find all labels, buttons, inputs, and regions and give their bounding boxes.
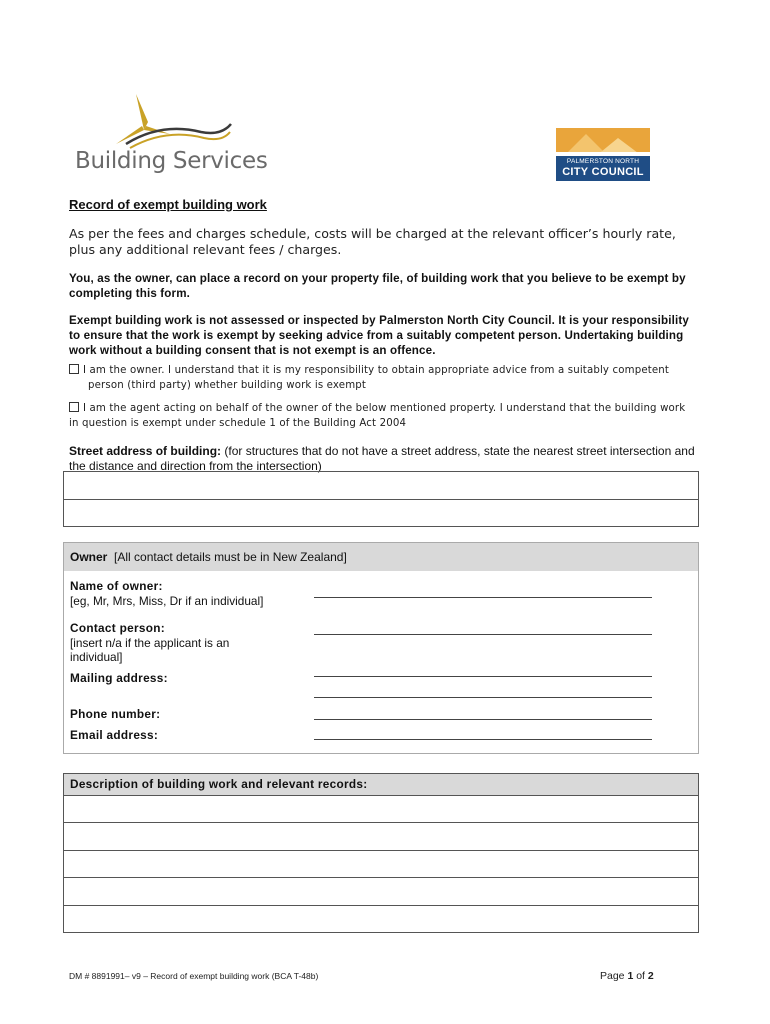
contact-label: Contact person: xyxy=(70,621,165,635)
description-section xyxy=(63,773,699,933)
form-title: Record of exempt building work xyxy=(69,197,267,212)
contact-label-group xyxy=(70,621,229,665)
street-label: Street address of building: xyxy=(69,444,222,458)
owner-name-field[interactable] xyxy=(314,597,652,598)
email-label-group xyxy=(70,728,158,743)
agent-checkbox[interactable] xyxy=(69,402,79,412)
street-address-field[interactable] xyxy=(63,471,699,527)
mailing-label: Mailing address: xyxy=(70,671,168,685)
street-address-divider xyxy=(64,499,698,500)
org-name: Building Services xyxy=(75,148,268,174)
owner-name-label: Name of owner: xyxy=(70,579,163,593)
page-total: 2 xyxy=(647,970,654,982)
phone-field[interactable] xyxy=(314,719,652,720)
phone-label-group xyxy=(70,707,160,722)
agent-checkbox-label-cont: in question is exempt under schedule 1 of the Building Act 2004 xyxy=(69,418,407,429)
owner-checkbox[interactable] xyxy=(69,364,79,374)
page-current: 1 xyxy=(627,970,634,982)
council-skyline-icon xyxy=(556,128,650,156)
phone-label: Phone number: xyxy=(70,707,161,721)
page-prefix: Page xyxy=(600,970,628,982)
mailing-address-field-1[interactable] xyxy=(314,676,652,677)
council-name-bottom: CITY COUNCIL xyxy=(562,166,644,178)
email-field[interactable] xyxy=(314,739,652,740)
fees-intro: As per the fees and charges schedule, costs will be charged at the relevant officer’s hourly rate, plus any additional relevant fees / charges. xyxy=(69,226,676,257)
street-hint: (for structures that do not have a street address, state the nearest street intersection and the distance and direction from the intersection) xyxy=(69,444,695,473)
contact-hint-2: individual] xyxy=(70,650,123,664)
owner-name-label-group xyxy=(70,579,263,608)
owner-section xyxy=(63,542,699,754)
description-header xyxy=(64,774,698,796)
owner-heading: Owner xyxy=(70,550,108,564)
street-address-label xyxy=(69,444,699,474)
page-number xyxy=(600,970,654,982)
description-heading: Description of building work and relevant records: xyxy=(70,777,368,791)
mailing-label-group xyxy=(70,671,168,686)
owner-heading-wrap xyxy=(70,550,347,564)
agent-checkbox-label: I am the agent acting on behalf of the owner of the below mentioned property. I understand that the building work xyxy=(83,403,686,414)
owner-checkbox-label: I am the owner. I understand that it is my responsibility to obtain appropriate advice from a suitably competent xyxy=(83,365,670,376)
owner-section-header xyxy=(64,543,698,571)
owner-note: You, as the owner, can place a record on your property file, of building work that you believe to be exempt by completing this form. xyxy=(69,272,686,300)
contact-person-field[interactable] xyxy=(314,634,652,635)
contact-hint-1: [insert n/a if the applicant is an xyxy=(70,635,230,650)
owner-checkbox-label-cont: person (third party) whether building work is exempt xyxy=(88,380,367,391)
council-logo xyxy=(556,128,650,181)
owner-heading-note: [All contact details must be in New Zealand] xyxy=(114,550,347,564)
agent-checkbox-row xyxy=(69,401,685,416)
wind-turbine-icon xyxy=(106,92,236,152)
building-services-logo xyxy=(66,92,276,182)
description-field[interactable] xyxy=(64,796,698,931)
owner-checkbox-row xyxy=(69,363,669,378)
email-label: Email address: xyxy=(70,728,159,742)
mailing-address-field-2[interactable] xyxy=(314,697,652,698)
exempt-warning: Exempt building work is not assessed or inspected by Palmerston North City Council. It is your responsibility to ensure that the work is exempt by seeking advice from a suitably competent person. Undertaking building work without a building consent that is not exempt is an offence. xyxy=(69,314,689,357)
owner-name-hint: [eg, Mr, Mrs, Miss, Dr if an individual] xyxy=(70,593,264,608)
council-logo-band xyxy=(556,128,650,156)
doc-reference: DM # 8891991– v9 – Record of exempt building work (BCA T-48b) xyxy=(69,971,319,981)
council-name-top: PALMERSTON NORTH xyxy=(566,158,640,165)
page-of: of xyxy=(633,970,648,982)
